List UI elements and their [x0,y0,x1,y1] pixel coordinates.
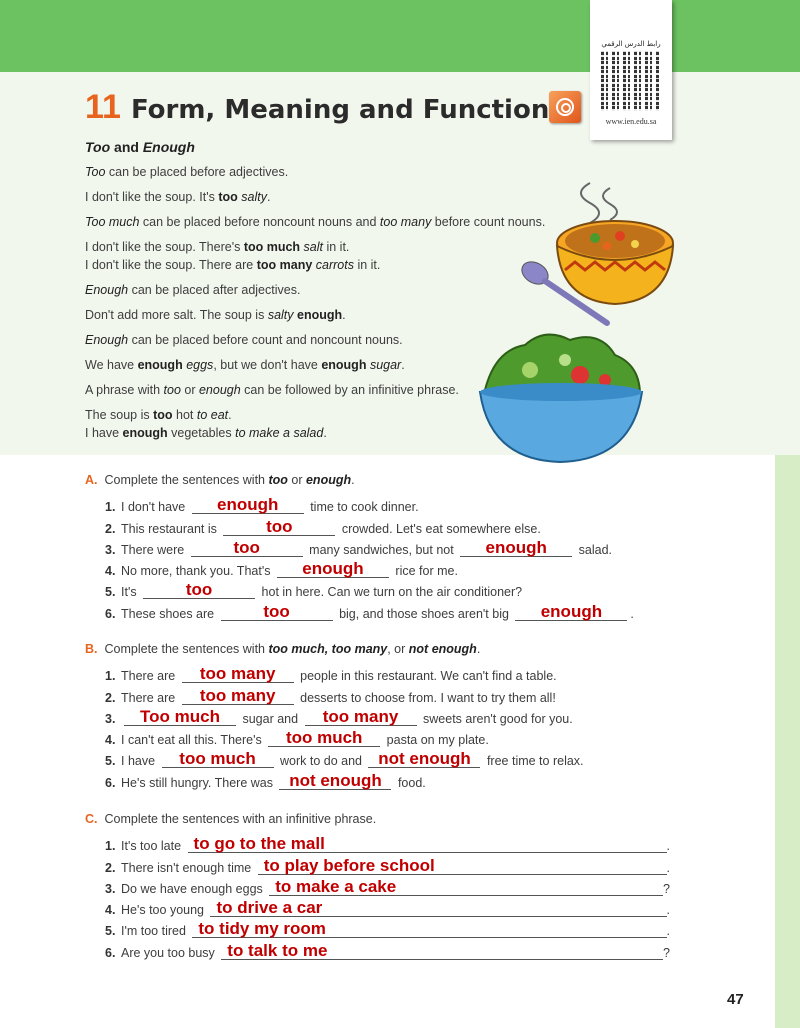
grammar-line [85,238,555,256]
exercise-item [105,938,670,959]
text-segment: too many [256,258,313,272]
text-segment: sugar and [239,711,302,726]
text-segment: too much [243,240,301,254]
side-strip [775,455,800,1028]
item-number: 1. [105,669,116,684]
text-segment: . [630,606,634,621]
item-number: 6. [105,606,116,621]
item-number: 4. [105,564,116,579]
grammar-paragraph [85,188,555,206]
exercise-letter: C. [85,811,98,826]
answer-blank[interactable]: too [221,603,333,621]
exercise-c [85,808,670,960]
item-number: 6. [105,945,116,960]
text-segment: . [666,860,670,875]
exercise-item [105,536,634,557]
text-segment: There are [121,690,179,705]
text-segment: These shoes are [121,606,218,621]
item-number: 5. [105,924,116,939]
text-segment: desserts to choose from. I want to try them all! [296,690,556,705]
exercise-item [105,875,670,896]
exercise-item [105,705,584,726]
text-segment: salt [303,240,323,254]
answer-blank[interactable]: too [191,539,303,557]
exercise-a [85,469,634,621]
answer-blank[interactable]: too [143,581,255,599]
audio-icon[interactable] [549,91,581,123]
qr-code-icon[interactable] [601,51,661,111]
grammar-paragraph [85,213,555,231]
text-segment: in it. [323,240,350,254]
text-segment: can be followed by an infinitive phrase. [240,383,459,397]
text-segment: too [163,383,181,397]
grammar-paragraph [85,238,555,274]
exercise-b [85,638,584,790]
exercise-item [105,768,584,789]
exercise-item [105,514,634,535]
text-segment: . [228,408,232,422]
text-segment: can be placed before count and noncount nouns. [128,333,403,347]
item-number: 5. [105,754,116,769]
text-segment: too many [379,215,432,229]
grammar-paragraph [85,306,555,324]
text-segment: too [153,408,173,422]
exercise-instruction [85,638,584,659]
text-segment: Complete the sentences with [104,641,269,656]
text-segment: It's [121,585,141,600]
exercise-item [105,917,670,938]
grammar-line [85,281,555,299]
exercise-item [105,726,584,747]
item-number: 4. [105,903,116,918]
text-segment: food. [394,775,426,790]
text-segment: crowded. Let's eat somewhere else. [338,521,541,536]
text-segment: too [218,190,238,204]
answer-blank[interactable]: too many [305,708,417,726]
answer-blank[interactable]: Too much [124,708,236,726]
grammar-line [85,256,555,274]
salad-bowl-image [470,330,650,465]
text-segment: Do we have enough eggs [121,881,267,896]
text-segment: before count nouns. [431,215,546,229]
text-segment: Enough [85,283,129,297]
text-segment: not enough [408,641,477,656]
item-number: 3. [105,881,116,896]
text-segment: I have [85,426,123,440]
qr-card[interactable] [590,0,672,140]
text-segment: We have [85,358,138,372]
text-segment: Are you too busy [121,945,219,960]
answer-blank[interactable]: to drive a car [210,899,666,917]
answer-blank[interactable]: to talk to me [221,942,663,960]
text-segment: can be placed before adjectives. [105,165,289,179]
answer-blank[interactable]: enough [192,496,304,514]
unit-title: Form, Meaning and Function [130,95,550,125]
item-number: 5. [105,585,116,600]
exercise-item [105,853,670,874]
text-segment: There are [121,669,179,684]
item-number: 3. [105,711,116,726]
instruction-text [105,473,355,487]
text-segment: to eat [196,408,229,422]
item-number: 6. [105,775,116,790]
qr-url[interactable]: www.ien.edu.sa [605,117,657,126]
text-segment: I have [121,754,159,769]
text-segment: This restaurant is [121,521,221,536]
answer-blank[interactable]: to make a cake [269,878,663,896]
text-segment: hot [172,408,197,422]
text-segment: people in this restaurant. We can't find a table. [296,669,557,684]
text-segment: enough [198,383,241,397]
text-segment: salty [241,190,267,204]
text-segment: I don't have [121,500,189,515]
text-segment: or [180,383,199,397]
text-segment: . [323,426,327,440]
text-segment: in it. [353,258,381,272]
text-segment: Enough [85,333,129,347]
answer-blank[interactable]: not enough [279,772,391,790]
exercise-item [105,557,634,578]
exercise-instruction [85,808,670,829]
grammar-paragraph [85,163,555,181]
text-segment: work to do and [276,754,366,769]
exercise-letter: B. [85,641,98,656]
answer-blank[interactable]: enough [460,539,572,557]
exercise-item [105,683,584,704]
text-segment: . [401,358,405,372]
item-number: 1. [105,839,116,854]
text-segment: hot in here. Can we turn on the air conditioner? [258,585,523,600]
text-segment: Don't add more salt. The soup is [85,308,268,322]
page-number: 47 [727,991,744,1008]
exercise-item [105,662,584,683]
answer-blank[interactable]: too much [268,729,380,747]
exercise-letter: A. [85,472,98,487]
text-segment: or [287,472,306,487]
text-segment: Too [85,139,111,155]
text-segment: time to cook dinner. [306,500,419,515]
text-segment: I don't like the soup. There are [85,258,257,272]
answer-blank[interactable]: to tidy my room [192,920,666,938]
text-segment: enough [122,426,168,440]
grammar-line [85,213,555,231]
page-title [85,88,549,127]
answer-blank[interactable]: too many [182,687,294,705]
text-segment: enough [297,308,343,322]
item-number: 2. [105,521,116,536]
text-segment: . [342,308,346,322]
text-segment: Complete the sentences with [104,472,269,487]
text-segment: enough [137,358,183,372]
text-segment: I can't eat all this. There's [121,733,266,748]
text-segment: . [666,903,670,918]
text-segment: I don't like the soup. There's [85,240,244,254]
text-segment: salty [267,308,294,322]
text-segment: ? [663,945,670,960]
text-segment: Too much [85,215,140,229]
text-segment: can be placed after adjectives. [128,283,301,297]
text-segment: sweets aren't good for you. [419,711,573,726]
text-segment: big, and those shoes aren't big [335,606,513,621]
answer-blank[interactable]: to go to the mall [188,835,667,853]
grammar-line [85,306,555,324]
text-segment: Enough [142,139,195,155]
text-segment: . [476,641,481,656]
answer-blank[interactable]: too much [162,750,274,768]
grammar-heading [85,139,555,155]
text-segment: sugar [369,358,402,372]
soup-bowl-image [515,178,685,328]
text-segment: Complete the sentences with an infinitive phrase. [104,811,377,826]
exercise-item [105,578,634,599]
text-segment: to make a salad [235,426,324,440]
item-number: 2. [105,860,116,875]
text-segment: pasta on my plate. [383,733,489,748]
answer-blank[interactable]: enough [277,560,389,578]
exercise-instruction [85,469,634,490]
text-segment: I don't like the soup. It's [85,190,219,204]
text-segment: and [110,139,143,155]
text-segment: rice for me. [391,564,458,579]
header-band [0,0,800,72]
text-segment: There were [121,542,188,557]
answer-blank[interactable]: too many [182,665,294,683]
exercise-item [105,599,634,620]
item-number: 4. [105,733,116,748]
answer-blank[interactable]: too [223,518,335,536]
item-number: 3. [105,542,116,557]
text-segment: . [666,924,670,939]
instruction-text [105,812,377,826]
text-segment: free time to relax. [483,754,584,769]
text-segment: eggs [186,358,214,372]
text-segment: many sandwiches, but not [305,542,458,557]
text-segment: He's too young [121,903,208,918]
grammar-line [85,188,555,206]
text-segment: , but we don't have [213,358,322,372]
exercise-item [105,896,670,917]
exercise-item [105,747,584,768]
text-segment: He's still hungry. There was [121,775,277,790]
grammar-paragraph [85,281,555,299]
exercise-item [105,493,634,514]
text-segment: too much, too many [268,641,388,656]
text-segment: The soup is [85,408,154,422]
text-segment: , or [387,641,409,656]
text-segment: enough [321,358,367,372]
exercise-item [105,832,670,853]
qr-caption: رابط الدرس الرقمي [601,40,661,48]
unit-number: 11 [85,88,121,126]
text-segment: can be placed before noncount nouns and [139,215,380,229]
grammar-line [85,163,555,181]
answer-blank[interactable]: not enough [368,750,480,768]
text-segment: vegetables [167,426,236,440]
text-segment: A phrase with [85,383,164,397]
text-segment: salad. [575,542,613,557]
instruction-text [105,642,481,656]
text-segment: . [351,472,355,487]
text-segment: too [268,472,288,487]
text-segment: . [666,839,670,854]
answer-blank[interactable]: enough [515,603,627,621]
item-number: 2. [105,690,116,705]
text-segment: Too [85,165,106,179]
text-segment: carrots [315,258,354,272]
text-segment: . [266,190,271,204]
answer-blank[interactable]: to play before school [258,857,667,875]
text-segment: I'm too tired [121,924,190,939]
text-segment: It's too late [121,839,185,854]
text-segment: No more, thank you. That's [121,564,274,579]
text-segment: ? [663,881,670,896]
item-number: 1. [105,500,116,515]
text-segment: enough [305,472,352,487]
text-segment: There isn't enough time [121,860,255,875]
